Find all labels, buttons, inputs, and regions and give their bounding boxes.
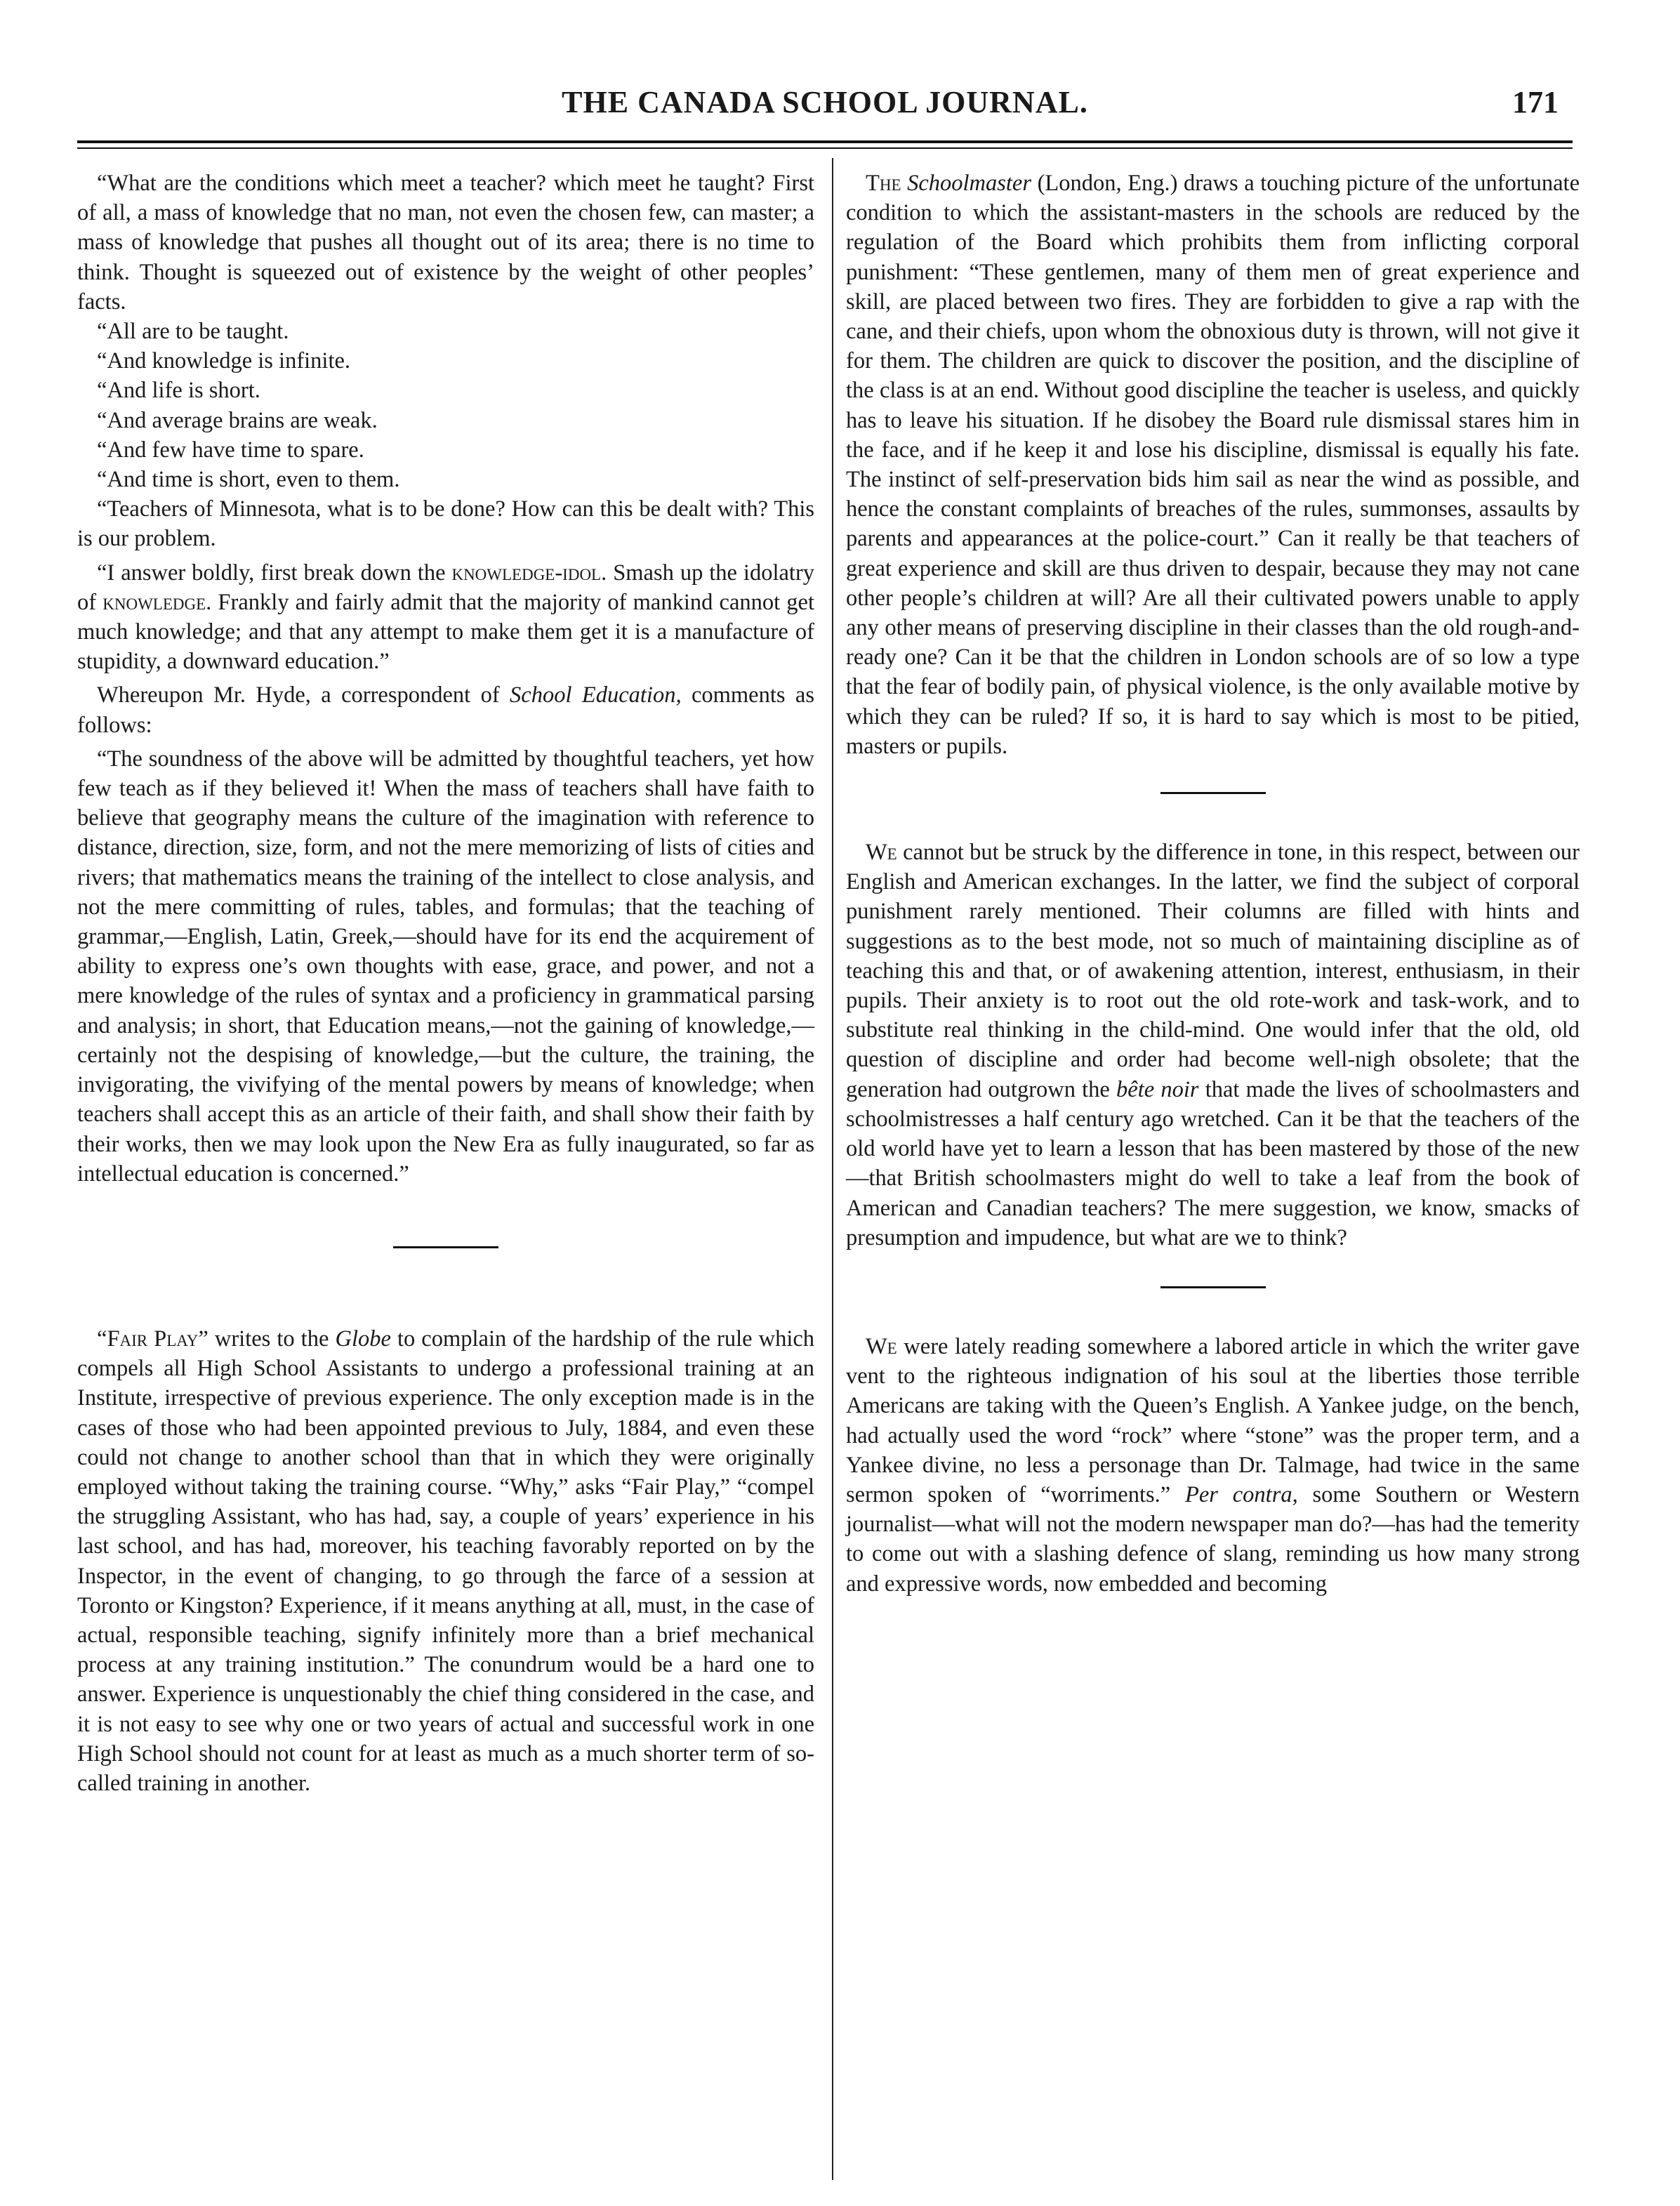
header-rule-thin (77, 147, 1573, 149)
small-caps-term: The (866, 171, 901, 196)
page-header (77, 84, 1573, 133)
paragraph (77, 680, 814, 739)
text-run: ” writes to the (198, 1326, 329, 1352)
small-caps-term: knowledge. (102, 589, 212, 615)
text-run: Whereupon Mr. Hyde, a correspondent of (97, 682, 500, 708)
text-run: “I answer boldly, first break down the (97, 560, 446, 586)
verse-line: “And average brains are weak. (97, 407, 378, 433)
text-run: “ (97, 1326, 107, 1352)
verse-line: “And life is short. (97, 378, 260, 404)
left-column (77, 169, 814, 1798)
article-paragraph (846, 1332, 1580, 1599)
verse-line: “And knowledge is infinite. (97, 348, 351, 374)
quote-paragraph: “What are the conditions which meet a teacher? which meet he taught? First of all, a mass of knowledge that no man, not even the chosen few, can master; a mass of knowledge that pushes all thought out of its area; there is no time to think. Thought is squeezed out of existence by the weight of other peoples’ facts. (77, 171, 814, 315)
verse-line: “And time is short, even to them. (97, 467, 400, 493)
quote-paragraph (77, 558, 814, 677)
text-run: that made the lives of schoolmasters and schoolmistresses a half century ago wretched. Can it be that the teachers of the old world have yet to learn a lesson that has been mastered by those of the new—that British schoolmasters might do well to take a leaf from the book of American and Canadian teachers? The mere suggestion, we know, smacks of presumption and impudence, but what are we to think? (846, 1076, 1580, 1250)
section-separator (1160, 792, 1266, 794)
latin-phrase: Per contra, (1185, 1481, 1298, 1507)
foreign-phrase: bête noir (1116, 1076, 1199, 1102)
text-run: (London, Eng.) draws a touching picture of the unfortunate condition to which the assistant-masters in the schools are reduced by the regulation of the Board which prohibits them from inflicting corporal punishment: “These gentlemen, many of them men of great experience and skill, are placed between two fires. They are forbidden to give a rap with the cane, and their chiefs, upon whom the obnoxious duty is thrown, will not give it for them. The children are quick to discover the position, and the discipline of the class is at an end. Without good discipline the teacher is useless, and quickly has to leave his situation. If he disobey the Board rule dismissal stares him in the face, and if he keep it and lose his discipline, dismissal is equally his fate. The instinct of self-preservation bids him sail as near the wind as possible, and hence the constant complaints of breaches of the rules, summonses, assaults by parents and appearances at the police-court.” Can it really be that teachers of great experience and skill are thus driven to despair, because they may not cane other people’s children at will? Are all their cultivated powers unable to apply any other means of preserving discipline in their classes than the old rough-and-ready one? Can it be that the children in London schools are of so low a type that the fear of bodily pain, of physical violence, is the only available motive by which they can be ruled? If so, it is hard to say which is most to be pitied, masters or pupils. (846, 171, 1580, 759)
quote-paragraph: “Teachers of Minnesota, what is to be done? How can this be dealt with? This is our problem. (77, 496, 814, 552)
small-caps-term: Fair Play (107, 1326, 199, 1352)
publication-title: School Education, (510, 682, 682, 708)
article-paragraph (846, 169, 1580, 761)
verse-line: “All are to be taught. (97, 319, 289, 345)
small-caps-term: We (866, 1333, 897, 1359)
text-run: Smash up the idolatry of (77, 560, 815, 615)
text-run: Frankly and fairly admit that the majority of mankind cannot get much knowledge; and that any attempt to make them get it is a manufacture of stupidity, a downward education.” (77, 589, 815, 675)
column-divider (832, 158, 833, 2180)
text-run: some Southern or Western journalist—what will not the modern newspaper man do?—has had the temerity to come out with a slashing defence of slang, reminding us how many strong and expressive words, now embedded and becoming (846, 1481, 1580, 1597)
text-run: cannot but be struck by the difference in tone, in this respect, between our English and American exchanges. In the latter, we find the subject of corporal punishment rarely mentioned. Their columns are filled with hints and suggestions as to the best mode, not so much of maintaining discipline as of teaching this and that, or of awakening attention, interest, enthusiasm, in their pupils. Their anxiety is to root out the old rote-work and task-work, and to substitute real thinking in the child-mind. One would infer that the old, old question of discipline and order had become well-nigh obsolete; that the generation had outgrown the (846, 840, 1580, 1102)
verse-line: “And few have time to spare. (97, 437, 364, 463)
text-run: were lately reading somewhere a labored article in which the writer gave vent to the righteous indignation of his soul at the liberties those terrible Americans are taking with the Queen’s English. A Yankee judge, on the bench, had actually used the word “rock” where “stone” was the proper term, and a Yankee divine, no less a personage than Dr. Talmage, had twice in the same sermon spoken of “worriments.” (846, 1333, 1580, 1507)
page-number: 171 (1512, 85, 1559, 119)
text-run: to complain of the hardship of the rule which compels all High School Assistants to undergo a professional training at an Institute, irrespective of previous experience. The only exception made is in the cases of those who had been appointed previous to July, 1884, and even these could not change to another school than that in which they were originally employed without taking the training course. “Why,” asks “Fair Play,” “compel the struggling Assistant, who has had, say, a couple of years’ experience in his last school, and has had, moreover, his teaching favorably reported on by the Inspector, in the event of changing, to go through the farce of a session at Toronto or Kingston? Experience, if it means anything at all, must, in the case of actual, responsible teaching, signify infinitely more than a brief mechanical process at any training institution.” The conundrum would be a hard one to answer. Experience is unquestionably the chief thing considered in the case, and it is not easy to see why one or two years of actual and successful work in one High School should not count for at least as much as a much shorter term of so-called training in another. (77, 1326, 815, 1796)
article-paragraph (846, 838, 1580, 1253)
publication-title: Globe (335, 1326, 391, 1352)
journal-title: THE CANADA SCHOOL JOURNAL. (562, 85, 1088, 119)
right-column (846, 169, 1580, 1599)
small-caps-term: We (866, 840, 897, 866)
section-separator (393, 1246, 498, 1248)
quote-paragraph: “The soundness of the above will be admitted by thoughtful teachers, yet how few teach as if they believed it! When the mass of teachers shall have faith to believe that geography means the culture of the imagination with reference to distance, direction, size, form, and not the mere memorizing of lists of cities and rivers; that mathematics means the training of the intellect to close analysis, and not the mere committing of rules, tables, and formulas; that the teaching of grammar,—English, Latin, Greek,—should have for its end the acquirement of ability to express one’s own thoughts with ease, grace, and power, and not a mere knowledge of the rules of syntax and a proficiency in grammatical parsing and analysis; in short, that Education means,—not the gaining of knowledge,—certainly not the despising of knowledge,—but the culture, the training, the invigorating, the vivifying of the mental powers by means of knowledge; when teachers shall accept this as an article of their faith, and shall show their faith by their works, then we may look upon the New Era as fully inaugurated, so far as intellectual education is concerned.” (77, 746, 814, 1187)
small-caps-term: knowledge-idol. (451, 560, 607, 586)
header-rule (77, 140, 1573, 143)
publication-title: Schoolmaster (907, 171, 1032, 196)
section-separator (1160, 1286, 1266, 1288)
text-run: comments as follows: (77, 682, 814, 738)
article-paragraph (77, 1324, 814, 1798)
